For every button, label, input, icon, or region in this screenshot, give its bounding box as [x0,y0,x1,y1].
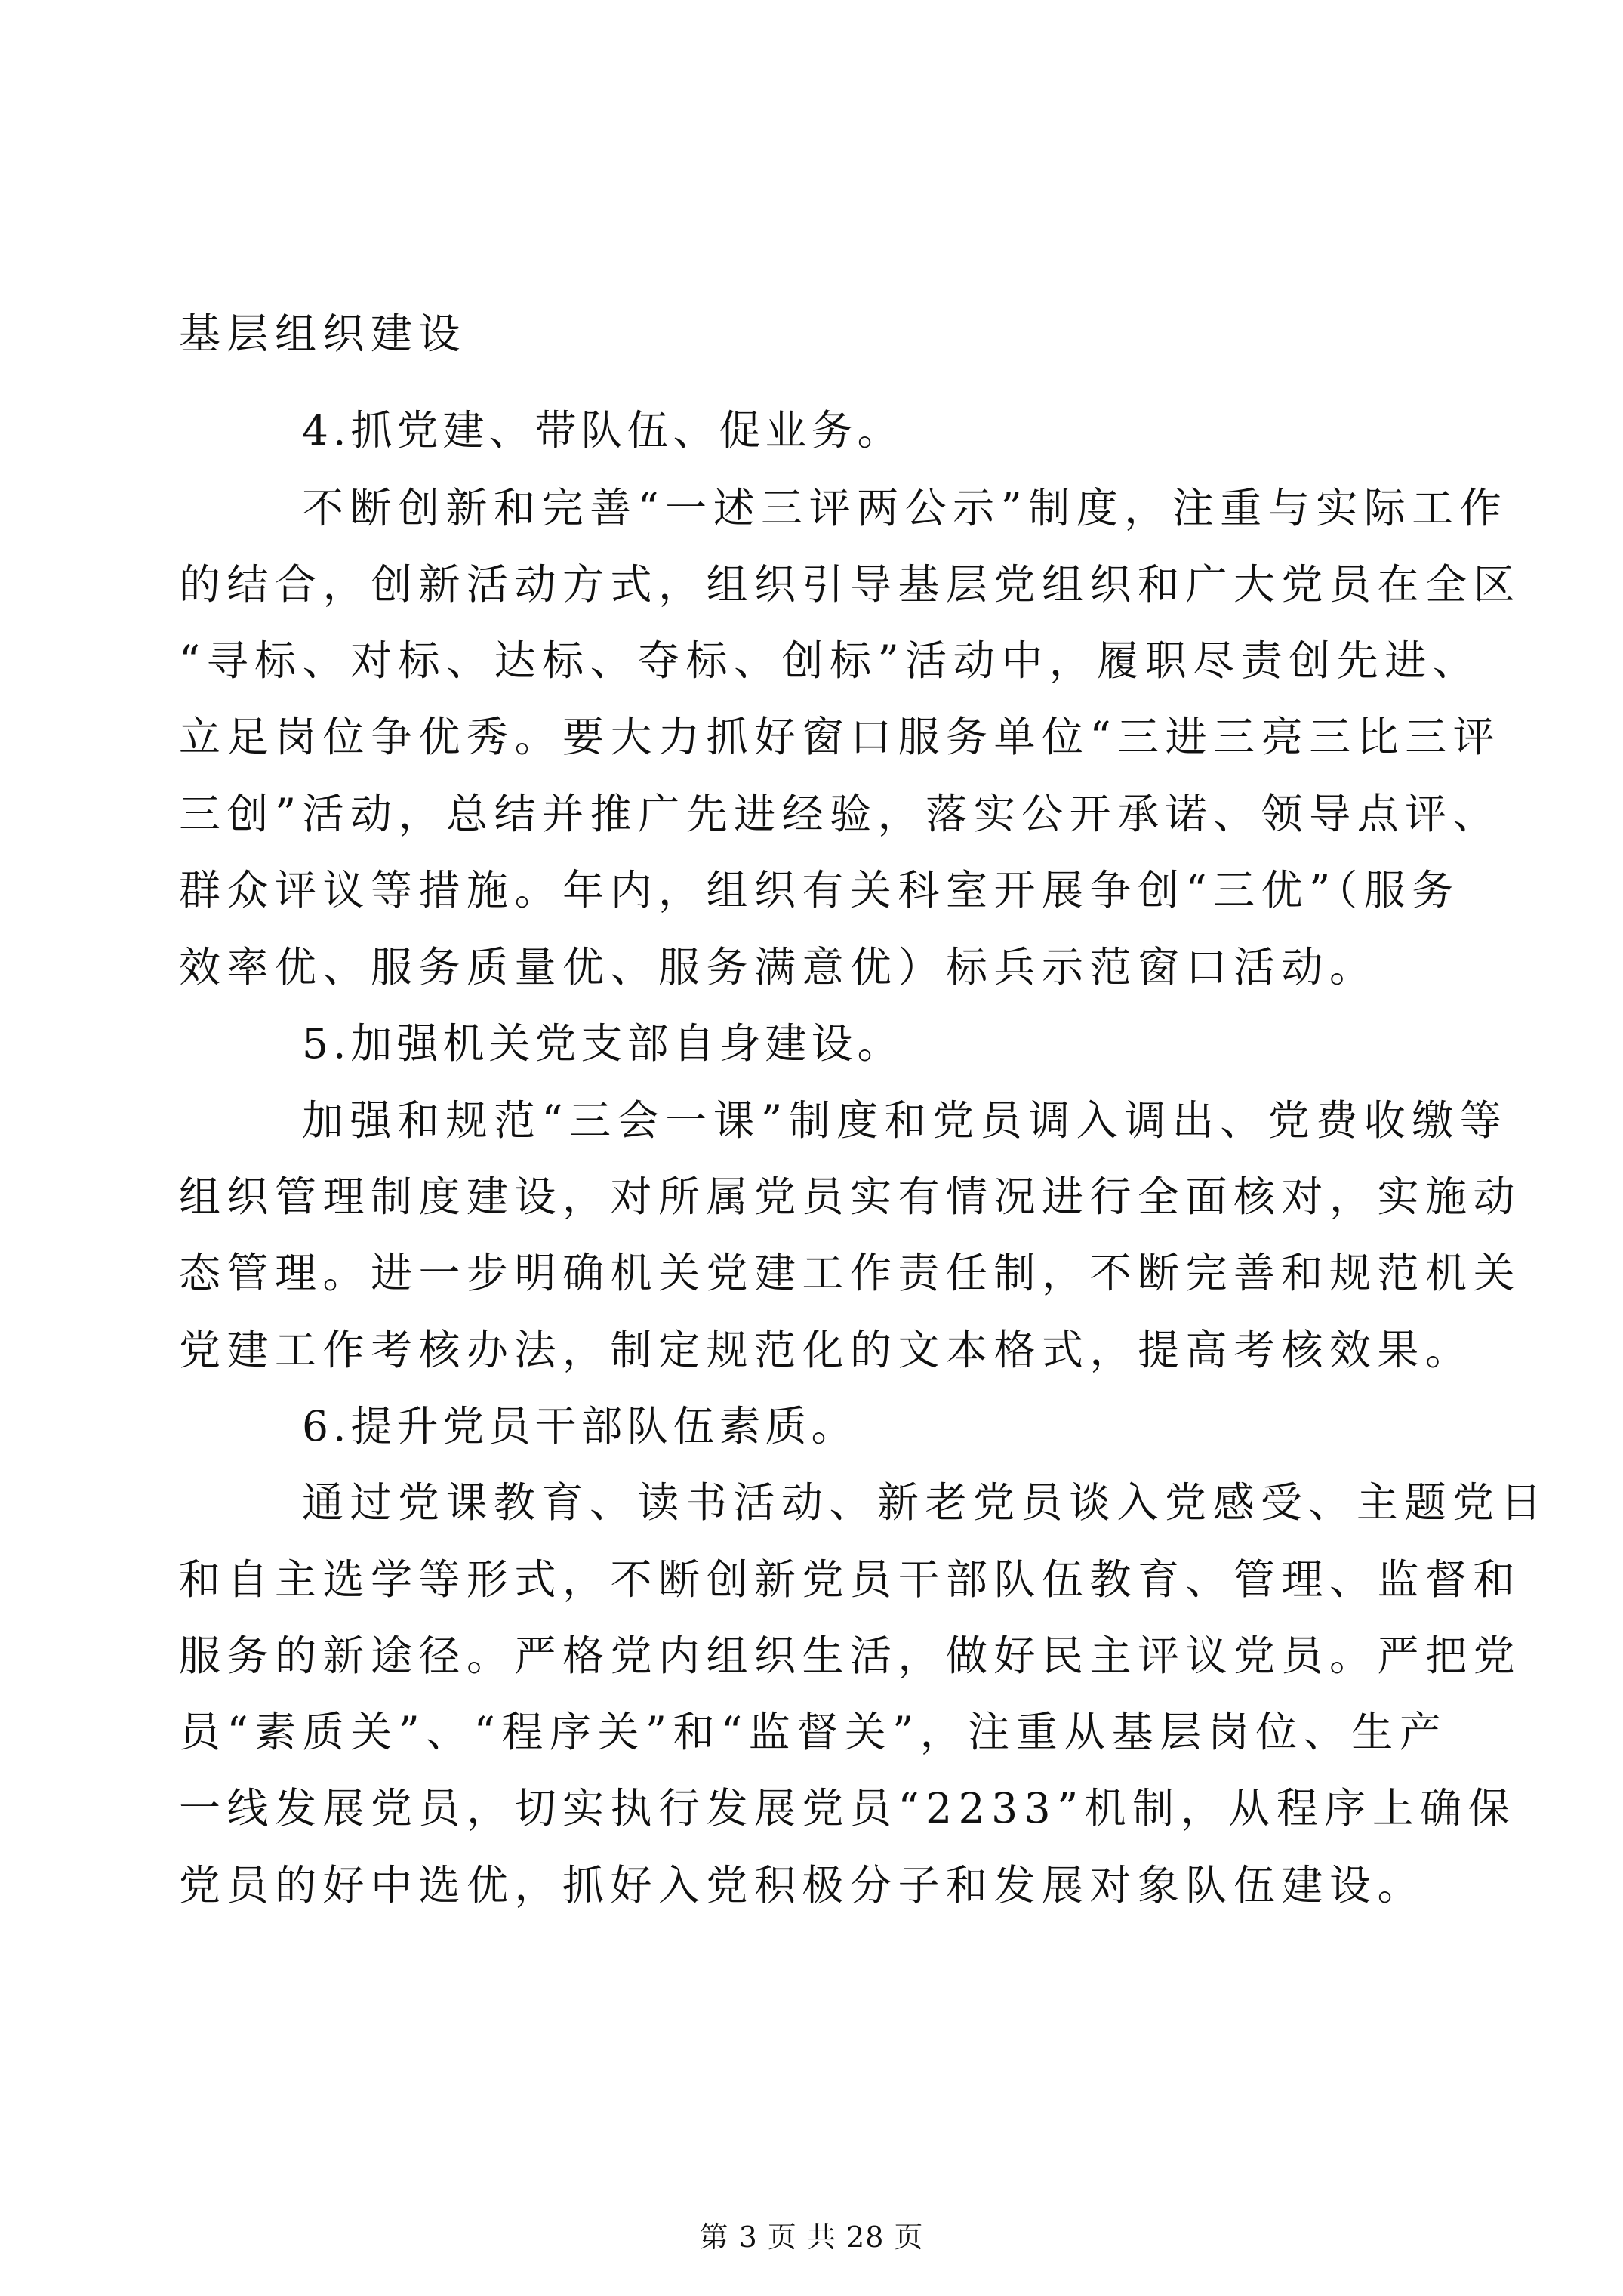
paragraph-line: 和自主选学等形式，不断创新党员干部队伍教育、管理、监督和 [179,1555,1522,1604]
paragraph-line: 的结合，创新活动方式，组织引导基层党组织和广大党员在全区 [179,560,1522,609]
text-line: 基层组织建设 [179,310,467,358]
paragraph-line: 态管理。进一步明确机关党建工作责任制，不断完善和规范机关 [179,1249,1522,1297]
paragraph-line: 党建工作考核办法，制定规范化的文本格式，提高考核效果。 [179,1326,1474,1374]
section-heading: 6.提升党员干部队伍素质。 [302,1402,858,1450]
paragraph-line: “寻标、对标、达标、夺标、创标”活动中，履职尽责创先进、 [179,636,1481,685]
paragraph-line: 党员的好中选优，抓好入党积极分子和发展对象队伍建设。 [179,1861,1426,1909]
page-footer: 第 3 页 共 28 页 [699,2220,924,2254]
paragraph-line: 一线发展党员，切实执行发展党员“2233”机制，从程序上确保 [179,1784,1517,1832]
paragraph-line: 效率优、服务质量优、服务满意优）标兵示范窗口活动。 [179,943,1378,991]
paragraph-line: 不断创新和完善“一述三评两公示”制度，注重与实际工作 [302,484,1508,532]
paragraph-line: 员“素质关”、“程序关”和“监督关”，注重从基层岗位、生产 [179,1708,1448,1756]
paragraph-line: 立足岗位争优秀。要大力抓好窗口服务单位“三进三亮三比三评 [179,713,1501,761]
section-heading: 4.抓党建、带队伍、促业务。 [302,406,904,455]
section-heading: 5.加强机关党支部自身建设。 [302,1019,904,1068]
paragraph-line: 群众评议等措施。年内，组织有关科室开展争创“三优”（服务 [179,866,1460,914]
paragraph-line: 服务的新途径。严格党内组织生活，做好民主评议党员。严把党 [179,1632,1522,1680]
paragraph-line: 组织管理制度建设，对所属党员实有情况进行全面核对，实施动 [179,1173,1522,1221]
paragraph-line: 通过党课教育、读书活动、新老党员谈入党感受、主题党日 [302,1478,1549,1527]
paragraph-line: 三创”活动，总结并推广先进经验，落实公开承诺、领导点评、 [179,790,1501,838]
paragraph-line: 加强和规范“三会一课”制度和党员调入调出、党费收缴等 [302,1096,1508,1145]
